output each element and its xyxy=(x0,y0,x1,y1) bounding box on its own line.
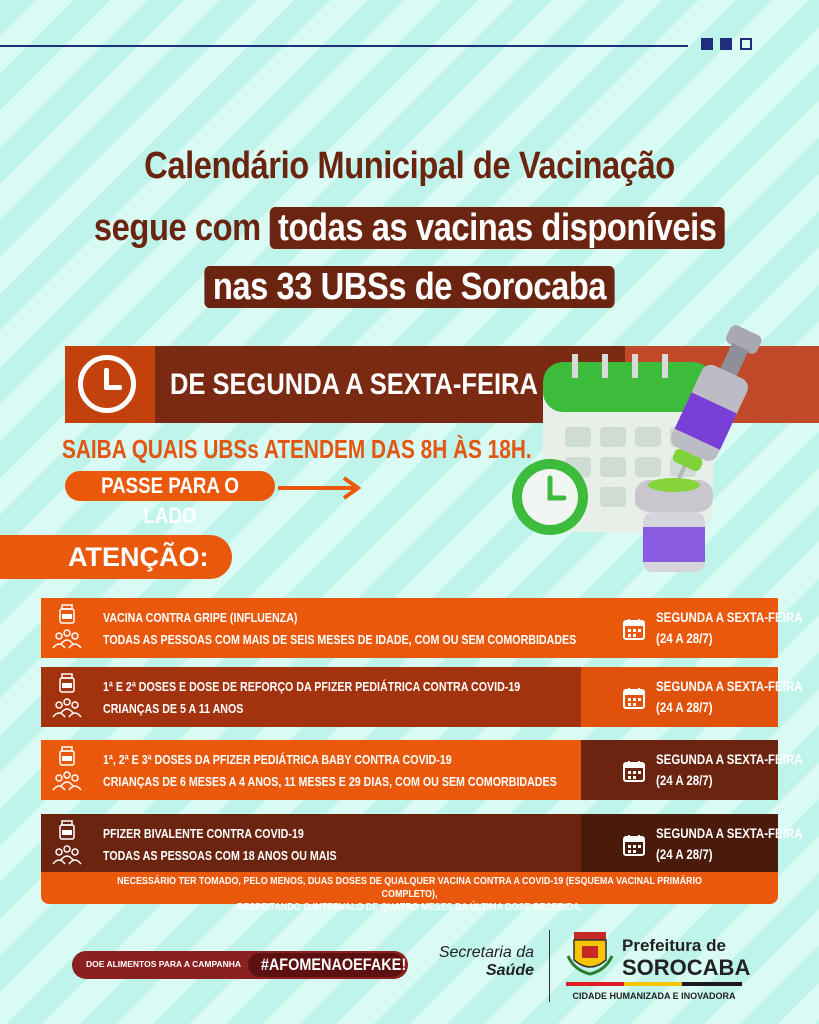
vaccine-info-panel xyxy=(41,598,581,658)
vaccine-info-panel xyxy=(41,814,581,874)
vaccine-dates: (24 A 28/7) xyxy=(656,772,713,788)
vaccine-row xyxy=(41,667,803,727)
top-divider-line xyxy=(0,45,688,47)
vaccine-audience: TODAS AS PESSOAS COM 18 ANOS OU MAIS xyxy=(103,848,337,863)
secretaria-logo: Secretaria da Saúde xyxy=(438,944,534,979)
page-indicator-dot-1 xyxy=(701,38,713,50)
swipe-hint-button[interactable] xyxy=(65,471,275,528)
vaccine-title: VACINA CONTRA GRIPE (INFLUENZA) xyxy=(103,610,298,625)
vaccine-title: 1ª E 2ª DOSES E DOSE DE REFORÇO DA PFIZER PEDIÁTRICA CONTRA COVID-19 xyxy=(103,679,521,694)
vaccine-audience: CRIANÇAS DE 6 MESES A 4 ANOS, 11 MESES E 29 DIAS, COM OU SEM COMORBIDADES xyxy=(103,774,557,789)
campaign-banner[interactable] xyxy=(72,951,408,979)
vaccine-people-icon xyxy=(51,746,83,794)
flag-stripe xyxy=(566,982,742,986)
vaccine-days: SEGUNDA A SEXTA-FEIRA xyxy=(656,678,803,694)
footer-divider xyxy=(549,930,550,1002)
vaccine-dates: (24 A 28/7) xyxy=(656,699,713,715)
vaccine-info-panel xyxy=(41,740,581,800)
vaccine-people-icon xyxy=(51,820,83,868)
booster-requirement-note xyxy=(41,872,778,913)
vaccine-row xyxy=(41,814,803,874)
vaccine-row xyxy=(41,740,803,800)
calendar-vaccine-illustration xyxy=(505,292,795,582)
vaccine-audience: CRIANÇAS DE 5 A 11 ANOS xyxy=(103,701,244,716)
vaccine-people-icon xyxy=(51,673,83,721)
city-crest-icon xyxy=(566,930,614,976)
campaign-hashtag: #AFOMENAOEFAKE! xyxy=(248,953,404,977)
vaccine-schedule-panel xyxy=(581,598,803,658)
arrow-right-icon xyxy=(278,476,364,500)
vaccine-title: PFIZER BIVALENTE CONTRA COVID-19 xyxy=(103,826,304,841)
city-slogan: CIDADE HUMANIZADA E INOVADORA xyxy=(572,991,736,1001)
note-line-2: RESPEITANDO O INTERVALO DE QUATRO MESES DA ÚLTIMA DOSE RECEBIDA. xyxy=(236,901,583,913)
campaign-label: DOE ALIMENTOS PARA A CAMPANHA xyxy=(86,959,242,969)
vaccine-days: SEGUNDA A SEXTA-FEIRA xyxy=(656,825,803,841)
vaccine-audience: TODAS AS PESSOAS COM MAIS DE SEIS MESES DE IDADE, COM OU SEM COMORBIDADES xyxy=(103,632,577,647)
vaccine-dates: (24 A 28/7) xyxy=(656,630,713,646)
headline-plain-text: segue com xyxy=(93,207,261,249)
calendar-icon xyxy=(623,618,645,640)
hours-info: SAIBA QUAIS UBSs ATENDEM DAS 8H ÀS 18H. xyxy=(62,434,532,464)
vaccine-schedule-panel xyxy=(581,740,803,800)
headline-highlight-2: nas 33 UBSs de Sorocaba xyxy=(204,266,615,308)
headline-highlight-1: todas as vacinas disponíveis xyxy=(269,207,725,249)
swipe-hint-label: PASSE PARA O LADO xyxy=(101,473,239,528)
prefeitura-label: Prefeitura de xyxy=(622,936,726,955)
vaccine-info-panel xyxy=(41,667,581,727)
page-indicator-dot-3 xyxy=(740,38,752,50)
vaccine-dates: (24 A 28/7) xyxy=(656,846,713,862)
headline-line-2 xyxy=(57,205,761,251)
note-line-1: NECESSÁRIO TER TOMADO, PELO MENOS, DUAS DOSES DE QUALQUER VACINA CONTRA A COVID-19 (ESQUEMA VACINAL PRIMÁRIO COMPLETO), xyxy=(117,875,702,900)
vaccine-days: SEGUNDA A SEXTA-FEIRA xyxy=(656,609,803,625)
vaccine-title: 1ª, 2ª E 3ª DOSES DA PFIZER PEDIÁTRICA BABY CONTRA COVID-19 xyxy=(103,752,452,767)
attention-tag: ATENÇÃO: xyxy=(0,535,232,579)
calendar-icon xyxy=(623,834,645,856)
headline-line-1: Calendário Municipal de Vacinação xyxy=(144,145,675,187)
calendar-icon xyxy=(623,687,645,709)
vaccine-schedule-panel xyxy=(581,814,803,874)
clock-icon xyxy=(78,355,136,413)
city-name: SOROCABA xyxy=(622,955,751,980)
vaccine-schedule-panel xyxy=(581,667,803,727)
calendar-icon xyxy=(623,760,645,782)
vaccine-people-icon xyxy=(51,604,83,652)
vaccine-days: SEGUNDA A SEXTA-FEIRA xyxy=(656,751,803,767)
page-indicator-dot-2 xyxy=(720,38,732,50)
schedule-banner-text: DE SEGUNDA A SEXTA-FEIRA xyxy=(170,368,538,401)
vaccine-row xyxy=(41,598,803,658)
